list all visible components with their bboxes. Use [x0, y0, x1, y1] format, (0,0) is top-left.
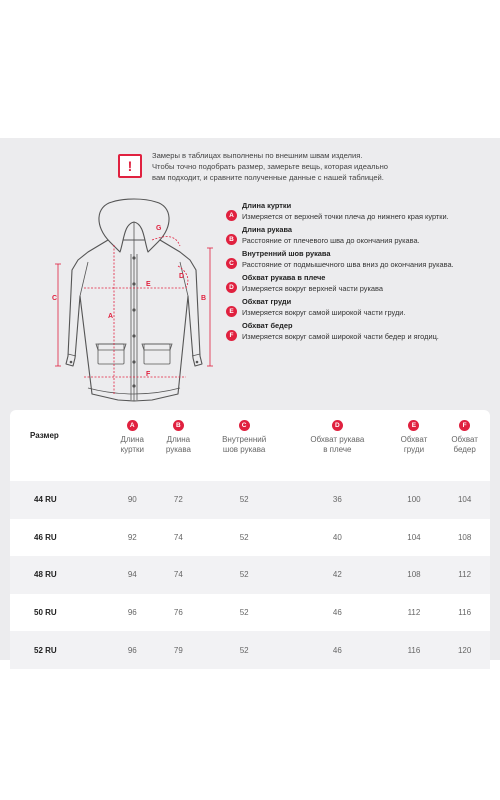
value-cell: 52 — [239, 532, 249, 542]
value-cell: 74 — [173, 570, 183, 580]
column-badge: A — [127, 420, 138, 431]
column-label: Длина — [120, 435, 144, 445]
column-label: Обхват рукава — [310, 435, 365, 445]
value-cell: 104 — [457, 495, 472, 505]
legend-badge: F — [226, 330, 237, 341]
diagram-label-g: G — [156, 225, 162, 232]
legend-item — [226, 225, 486, 246]
column-label: Длина — [166, 435, 191, 445]
diagram-label-b: B — [201, 295, 207, 302]
value-cell: 46 — [332, 645, 342, 655]
size-table-card — [10, 410, 490, 655]
column-badge: E — [408, 420, 419, 431]
size-cell: 52 RU — [34, 645, 57, 655]
legend-title: Внутренний шов рукава — [242, 249, 331, 258]
value-cell: 120 — [457, 645, 472, 655]
column-label: Внутренний — [222, 435, 267, 445]
column-label: груди — [403, 444, 425, 454]
legend-text: Расстояние от подмышечного шва вниз до окончания рукава. — [242, 259, 454, 269]
table-row — [10, 519, 490, 557]
value-cell: 96 — [127, 645, 137, 655]
value-cell: 79 — [173, 645, 183, 655]
table-row — [10, 594, 490, 632]
value-cell: 116 — [458, 608, 472, 618]
legend-item — [226, 321, 486, 342]
value-cell: 52 — [239, 645, 249, 655]
size-table — [10, 410, 490, 669]
legend-item — [226, 201, 486, 222]
column-header — [202, 410, 286, 481]
value-cell: 112 — [458, 570, 472, 580]
legend-title: Обхват рукава в плече — [242, 273, 326, 282]
value-cell: 116 — [407, 645, 421, 655]
diagram-label-c: C — [52, 295, 58, 302]
legend-title: Длина куртки — [242, 201, 292, 210]
value-cell: 112 — [407, 608, 421, 618]
legend-badge: A — [226, 210, 237, 221]
column-label: шов рукава — [222, 444, 266, 454]
legend-title: Длина рукава — [242, 225, 293, 234]
jacket-diagram — [48, 196, 220, 410]
value-cell: 108 — [407, 570, 421, 580]
value-cell: 46 — [332, 608, 342, 618]
measurement-legend — [226, 201, 486, 345]
value-cell: 108 — [457, 532, 472, 542]
legend-item — [226, 273, 486, 294]
value-cell: 90 — [127, 495, 137, 505]
size-cell: 48 RU — [34, 570, 57, 580]
value-cell: 74 — [173, 532, 183, 542]
notice-line: вам подходит, и сравните полученные данные с нашей таблицей. — [152, 173, 384, 182]
value-cell: 52 — [239, 495, 249, 505]
legend-title: Обхват бедер — [242, 321, 293, 330]
column-label: в плече — [323, 444, 352, 454]
column-header — [389, 410, 440, 481]
legend-text: Измеряется от верхней точки плеча до нижнего края куртки. — [242, 211, 449, 221]
column-header — [439, 410, 490, 481]
column-badge: D — [332, 420, 343, 431]
legend-text: Измеряется вокруг верхней части рукава — [242, 283, 383, 293]
column-header — [110, 410, 155, 481]
notice — [118, 150, 488, 183]
table-row — [10, 631, 490, 669]
diagram-label-a: A — [108, 313, 114, 320]
value-cell: 76 — [173, 608, 183, 618]
table-header-row — [10, 410, 490, 481]
column-label: Обхват — [451, 435, 478, 445]
column-header — [155, 410, 203, 481]
column-label: Обхват — [400, 435, 428, 445]
size-column-header: Размер — [30, 431, 59, 440]
table-row — [10, 556, 490, 594]
value-cell: 36 — [332, 495, 342, 505]
diagram-label-e: E — [146, 281, 151, 288]
legend-text: Измеряется вокруг самой широкой части бедер и ягодиц. — [242, 331, 439, 341]
legend-badge: D — [226, 282, 237, 293]
legend-text: Расстояние от плечевого шва до окончания рукава. — [242, 235, 420, 245]
value-cell: 72 — [173, 495, 183, 505]
table-row — [10, 481, 490, 519]
diagram-label-f: F — [146, 371, 151, 378]
value-cell: 94 — [127, 570, 137, 580]
value-cell: 52 — [239, 570, 249, 580]
legend-item — [226, 297, 486, 318]
diagram-label-d: D — [179, 273, 185, 280]
value-cell: 40 — [332, 532, 342, 542]
size-cell: 50 RU — [34, 608, 57, 618]
size-cell: 46 RU — [34, 532, 57, 542]
column-badge: B — [173, 420, 184, 431]
size-cell: 44 RU — [34, 495, 57, 505]
notice-line: Чтобы точно подобрать размер, замерьте вещь, которая идеально — [152, 162, 388, 171]
column-label: бедер — [453, 444, 476, 454]
value-cell: 100 — [407, 495, 421, 505]
notice-line: Замеры в таблицах выполнены по внешним швам изделия. — [152, 151, 363, 160]
column-badge: F — [459, 420, 470, 431]
column-header — [286, 410, 389, 481]
legend-item — [226, 249, 486, 270]
legend-title: Обхват груди — [242, 297, 292, 306]
value-cell: 96 — [127, 608, 137, 618]
legend-text: Измеряется вокруг самой широкой части груди. — [242, 307, 406, 317]
legend-badge: E — [226, 306, 237, 317]
legend-badge: C — [226, 258, 237, 269]
value-cell: 52 — [239, 608, 249, 618]
column-label: рукава — [165, 444, 191, 454]
value-cell: 104 — [407, 532, 421, 542]
legend-badge: B — [226, 234, 237, 245]
exclamation-icon: ! — [118, 154, 142, 178]
notice-text — [152, 150, 392, 183]
column-badge: C — [239, 420, 250, 431]
value-cell: 42 — [332, 570, 342, 580]
column-label: куртки — [120, 444, 144, 454]
value-cell: 92 — [127, 532, 137, 542]
